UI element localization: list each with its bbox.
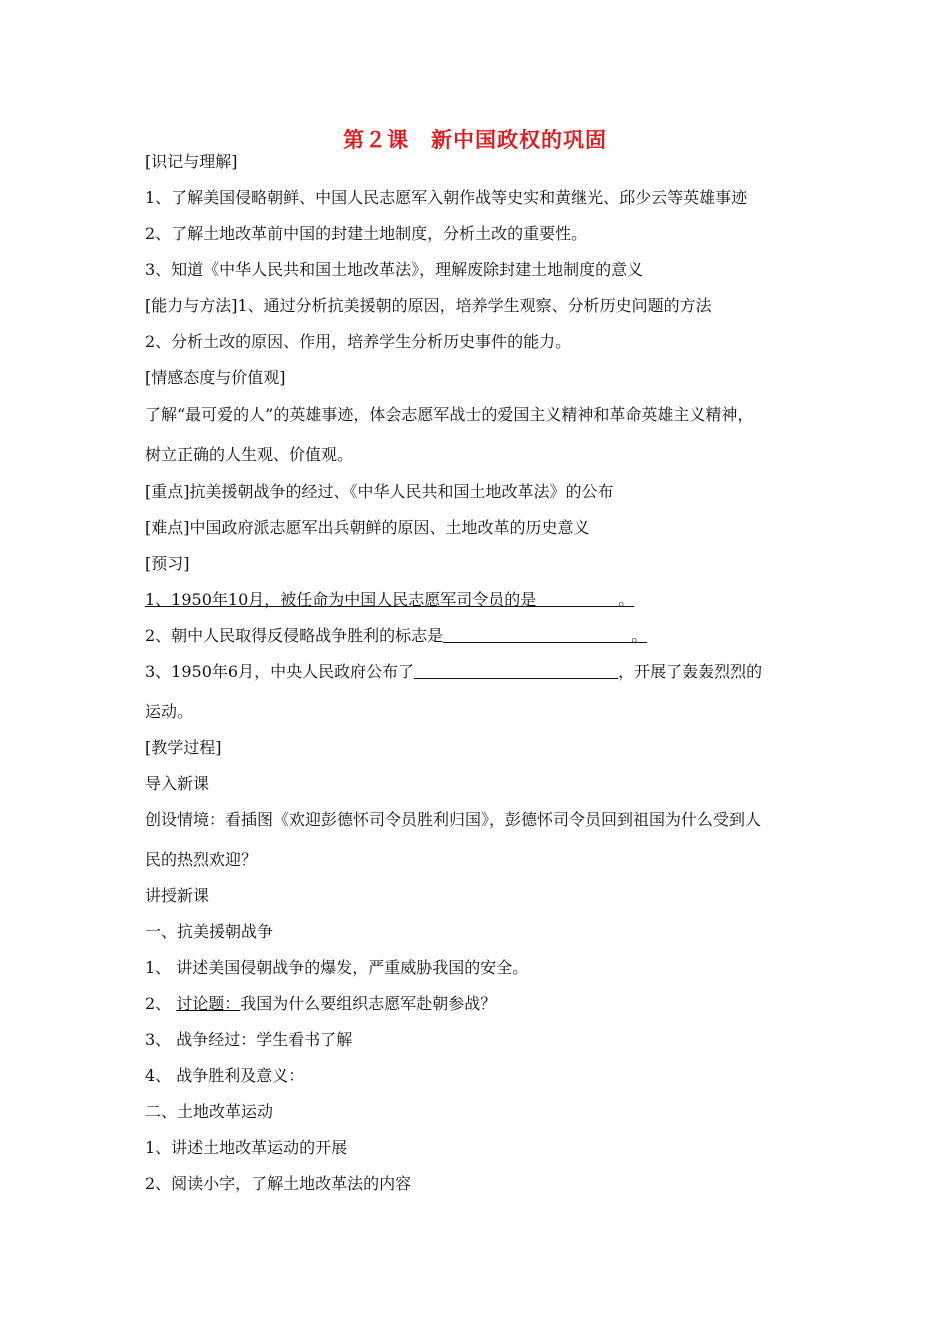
objective-line: 1、了解美国侵略朝鲜、中国人民志愿军入朝作战等史实和黄继光、邱少云等英雄事迹	[145, 188, 748, 207]
subheading: 导入新课	[145, 774, 210, 793]
section-title: 一、抗美援朝战争	[145, 922, 274, 941]
objective-line: 树立正确的人生观、价值观。	[145, 445, 354, 464]
objective-line: 了解“最可爱的人”的英雄事迹，体会志愿军战士的爱国主义精神和革命英雄主义精神，	[145, 405, 754, 424]
list-item: 4、 战争胜利及意义：	[145, 1066, 305, 1085]
objective-line: 2、分析土改的原因、作用，培养学生分析历史事件的能力。	[145, 332, 572, 351]
scenario-text: 民的热烈欢迎？	[145, 850, 258, 869]
answer-blank	[536, 590, 618, 607]
subheading: 讲授新课	[145, 886, 210, 905]
preview-question-2: 2、朝中人民取得反侵略战争胜利的标志是 。	[145, 626, 648, 645]
list-item: 2、阅读小字，了解土地改革法的内容	[145, 1174, 412, 1193]
answer-blank	[443, 626, 631, 643]
difficult-point: [难点]中国政府派志愿军出兵朝鲜的原因、土地改革的历史意义	[145, 518, 590, 537]
scenario-text: 创设情境：看插图《欢迎彭德怀司令员胜利归国》，彭德怀司令员回到祖国为什么受到人	[145, 810, 762, 829]
section-heading: [情感态度与价值观]	[145, 368, 286, 387]
key-point: [重点]抗美援朝战争的经过、《中华人民共和国土地改革法》的公布	[145, 482, 614, 501]
section-heading: [预习]	[145, 554, 190, 573]
lesson-title: 第２课 新中国政权的巩固	[343, 128, 607, 152]
objective-line: [能力与方法]1、通过分析抗美援朝的原因，培养学生观察、分析历史问题的方法	[145, 296, 712, 315]
preview-question-3: 3、1950年6月，中央人民政府公布了 ，开展了轰轰烈烈的	[145, 662, 763, 681]
list-item: 3、 战争经过：学生看书了解	[145, 1030, 353, 1049]
objective-line: 2、了解土地改革前中国的封建土地制度，分析土改的重要性。	[145, 224, 588, 243]
list-item: 1、 讲述美国侵朝战争的爆发，严重威胁我国的安全。	[145, 958, 529, 977]
answer-blank	[414, 662, 618, 679]
section-title: 二、土地改革运动	[145, 1102, 274, 1121]
section-heading: [教学过程]	[145, 738, 222, 757]
list-item: 2、 讨论题：我国为什么要组织志愿军赴朝参战？	[145, 994, 497, 1013]
section-heading: [识记与理解]	[145, 152, 238, 171]
objective-line: 3、知道《中华人民共和国土地改革法》，理解废除封建土地制度的意义	[145, 260, 644, 279]
preview-question-3-cont: 运动。	[145, 702, 194, 721]
preview-question-1: 1、1950年10月，被任命为中国人民志愿军司令员的是 。	[145, 590, 635, 609]
list-item: 1、讲述土地改革运动的开展	[145, 1138, 348, 1157]
